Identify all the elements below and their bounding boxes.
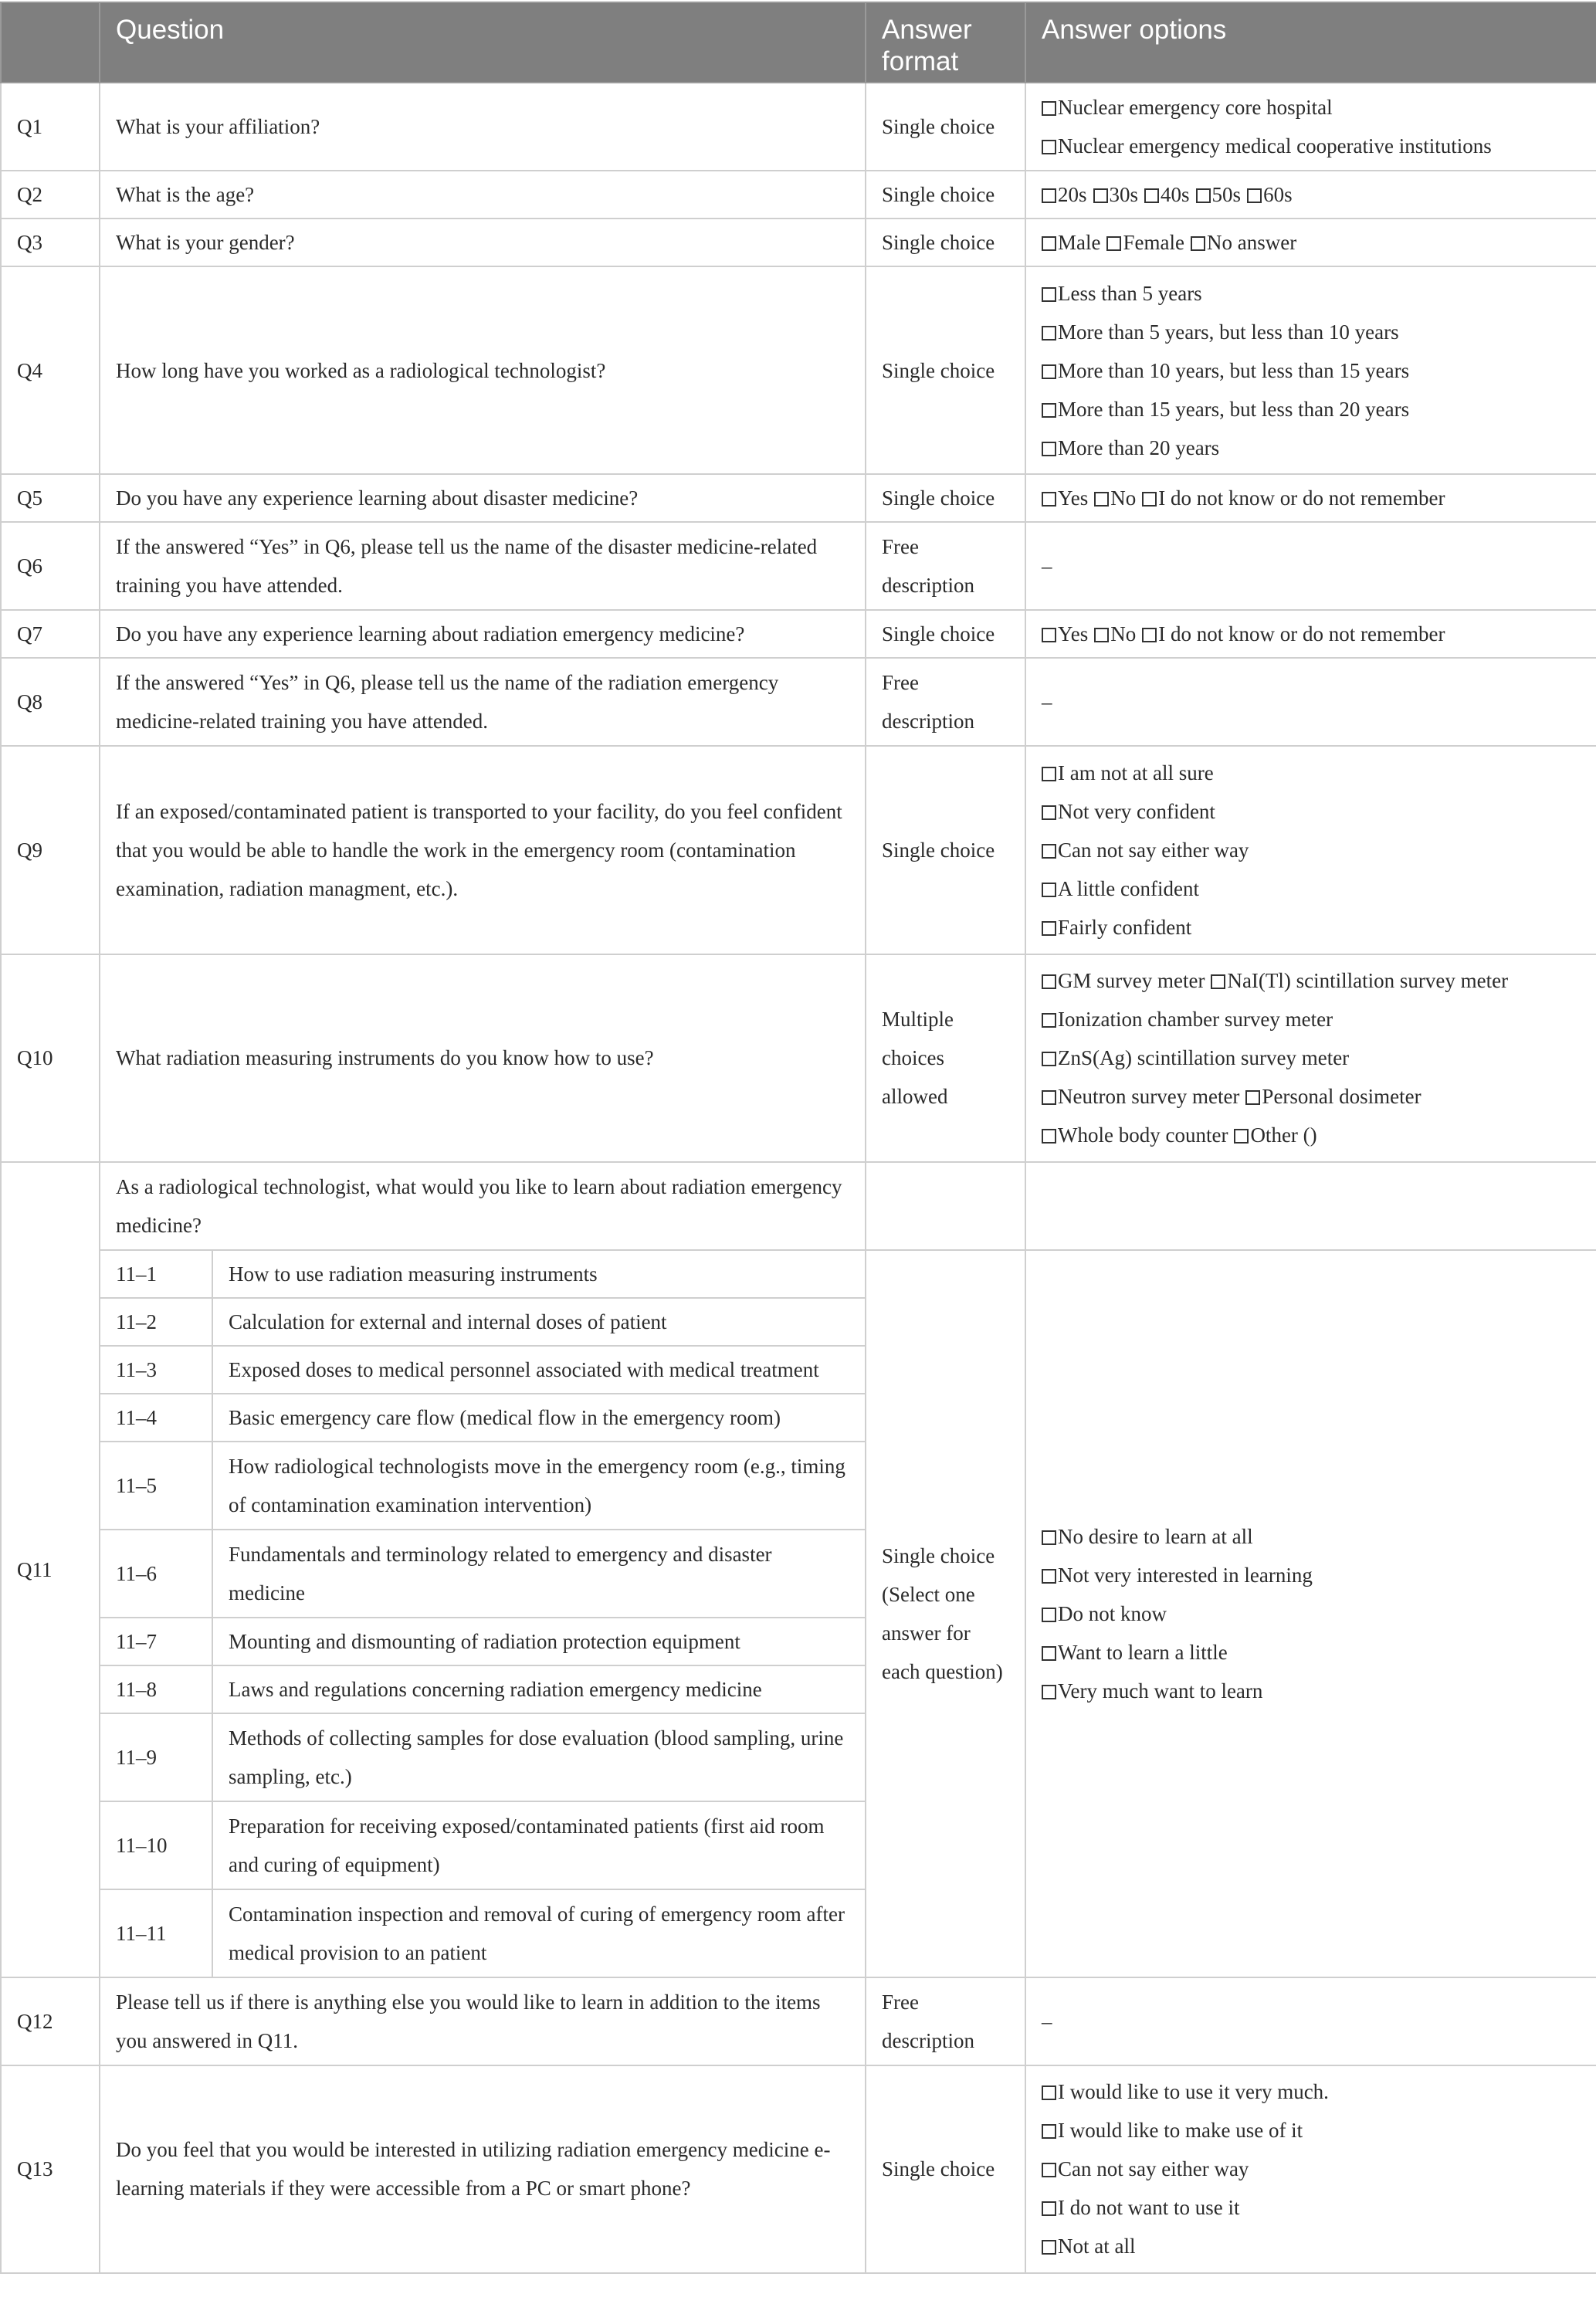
checkbox-icon[interactable] [1042,1569,1056,1584]
option-line [1042,2188,1581,2227]
option-label: Ionization chamber survey meter [1058,1008,1333,1032]
option-label: More than 20 years [1058,435,1220,459]
checkbox-icon[interactable] [1042,767,1056,781]
option-line [1042,1077,1581,1116]
checkbox-icon[interactable] [1094,628,1109,642]
sub-item-text: How to use radiation measuring instruments [212,1250,866,1298]
checkbox-icon[interactable] [1042,2085,1056,2100]
question-id: Q10 [1,954,100,1162]
checkbox-icon[interactable] [1042,2201,1056,2216]
checkbox-icon[interactable] [1094,492,1109,507]
option-line [1042,351,1581,390]
option-line [1042,390,1581,429]
option-line [1042,88,1581,127]
option-label: I do not know or do not remember [1158,622,1445,646]
checkbox-icon[interactable] [1042,364,1056,379]
option-label: I do not want to use it [1058,2196,1240,2220]
checkbox-icon[interactable] [1106,236,1121,251]
answer-format-empty [866,1162,1025,1250]
checkbox-icon[interactable] [1042,921,1056,936]
option-line [1042,869,1581,908]
question-id: Q12 [1,1977,100,2065]
checkbox-icon[interactable] [1042,1530,1056,1545]
table-row-q3 [1,219,1596,266]
option-line [1042,831,1581,869]
option-line [1042,615,1581,653]
table-row-q8 [1,658,1596,746]
option-line [1042,274,1581,313]
option-label: I am not at all sure [1058,761,1214,784]
table-header-row [1,2,1596,83]
sub-item-text: Exposed doses to medical personnel associated with medical treatment [212,1346,866,1394]
checkbox-icon[interactable] [1042,2124,1056,2139]
answer-format: Single choice [866,474,1025,522]
checkbox-icon[interactable] [1144,188,1159,203]
option-label: No desire to learn at all [1058,1524,1253,1548]
sub-item-text: How radiological technologists move in the emergency room (e.g., timing of contamination examination intervention) [212,1442,866,1530]
option-label: I would like to use it very much. [1058,2080,1329,2104]
option-label: Not very confident [1058,799,1215,823]
checkbox-icon[interactable] [1042,1685,1056,1699]
option-line [1042,1517,1581,1556]
option-label: Not very interested in learning [1058,1563,1313,1587]
questionnaire-table [0,2,1596,2274]
option-label: Whole body counter [1058,1123,1228,1147]
table-row-q1 [1,83,1596,171]
option-line [1042,1556,1581,1594]
option-line [1042,792,1581,831]
question-text: How long have you worked as a radiological technologist? [100,266,866,474]
answer-options-dash: – [1025,658,1596,746]
sub-item-number: 11–7 [100,1618,212,1665]
answer-options-cell [1025,610,1596,658]
option-line [1042,1594,1581,1633]
sub-item-number: 11–2 [100,1298,212,1346]
checkbox-icon[interactable] [1211,974,1225,989]
option-line [1042,2150,1581,2188]
checkbox-icon[interactable] [1042,442,1056,456]
checkbox-icon[interactable] [1042,1129,1056,1144]
sub-item-number: 11–9 [100,1713,212,1801]
checkbox-icon[interactable] [1093,188,1108,203]
option-line [1042,2227,1581,2265]
question-id: Q2 [1,171,100,219]
option-line [1042,313,1581,351]
sub-item-text: Mounting and dismounting of radiation protection equipment [212,1618,866,1665]
question-text: If the answered “Yes” in Q6, please tell us the name of the radiation emergency medicine-related training you have attended. [100,658,866,746]
option-label: Want to learn a little [1058,1640,1228,1664]
checkbox-icon[interactable] [1042,140,1056,154]
header-question: Question [100,2,866,83]
option-line [1042,1116,1581,1154]
answer-options-dash: – [1025,1977,1596,2065]
checkbox-icon[interactable] [1142,492,1157,507]
sub-item-number: 11–10 [100,1801,212,1889]
question-id: Q9 [1,746,100,954]
checkbox-icon[interactable] [1042,287,1056,302]
option-label: Female [1123,231,1184,255]
question-id: Q3 [1,219,100,266]
checkbox-icon[interactable] [1042,492,1056,507]
answer-format: Single choice [866,83,1025,171]
option-label: 30s [1109,182,1139,206]
table-row-q6 [1,522,1596,610]
question-text: Do you have any experience learning about disaster medicine? [100,474,866,522]
checkbox-icon[interactable] [1042,974,1056,989]
sub-item-number: 11–4 [100,1394,212,1442]
checkbox-icon[interactable] [1042,188,1056,203]
option-line [1042,479,1581,517]
answer-format: Single choice (Select one answer for each question) [866,1250,1025,1977]
header-id [1,2,100,83]
option-label: Other () [1250,1123,1317,1147]
checkbox-icon[interactable] [1042,2163,1056,2177]
option-label: More than 15 years, but less than 20 years [1058,397,1410,421]
answer-format: Single choice [866,610,1025,658]
answer-options-cell [1025,2065,1596,2273]
option-line [1042,127,1581,165]
sub-item-number: 11–6 [100,1530,212,1618]
sub-item-text: Contamination inspection and removal of curing of emergency room after medical provision to an patient [212,1889,866,1977]
answer-format: Single choice [866,266,1025,474]
sub-item-number: 11–8 [100,1665,212,1713]
option-label: Personal dosimeter [1262,1085,1421,1109]
table-row-q4 [1,266,1596,474]
answer-options-cell [1025,474,1596,522]
checkbox-icon[interactable] [1245,1090,1260,1105]
question-text: What is your affiliation? [100,83,866,171]
option-label: Not at all [1058,2235,1136,2258]
sub-item-number: 11–1 [100,1250,212,1298]
table-row-q7 [1,610,1596,658]
sub-item-text: Calculation for external and internal doses of patient [212,1298,866,1346]
table-body [1,83,1596,2273]
sub-item-text: Preparation for receiving exposed/contaminated patients (first aid room and curing of equipment) [212,1801,866,1889]
option-label: Yes [1058,486,1089,510]
option-label: 60s [1263,182,1293,206]
header-answer-options: Answer options [1025,2,1596,83]
answer-options-cell [1025,746,1596,954]
option-label: A little confident [1058,876,1199,900]
answer-options-cell [1025,954,1596,1162]
question-id: Q6 [1,522,100,610]
sub-item-text: Methods of collecting samples for dose evaluation (blood sampling, urine sampling, etc.) [212,1713,866,1801]
option-line [1042,1672,1581,1710]
option-label: Fairly confident [1058,915,1192,939]
option-label: No answer [1206,231,1297,255]
sub-item-number: 11–5 [100,1442,212,1530]
question-text: Do you have any experience learning about radiation emergency medicine? [100,610,866,658]
table-row-q12 [1,1977,1596,2065]
sub-item-text: Fundamentals and terminology related to emergency and disaster medicine [212,1530,866,1618]
checkbox-icon[interactable] [1042,1052,1056,1066]
checkbox-icon[interactable] [1234,1129,1249,1144]
option-label: More than 10 years, but less than 15 years [1058,358,1410,382]
option-line [1042,961,1581,1000]
option-line [1042,2111,1581,2150]
question-id: Q4 [1,266,100,474]
option-label: More than 5 years, but less than 10 years [1058,320,1399,344]
answer-format: Free description [866,1977,1025,2065]
checkbox-icon[interactable] [1042,326,1056,341]
option-label: Do not know [1058,1601,1167,1625]
option-label: No [1110,486,1137,510]
question-id: Q1 [1,83,100,171]
option-label: NaI(Tl) scintillation survey meter [1227,969,1509,993]
option-label: I would like to make use of it [1058,2119,1303,2143]
answer-options-cell [1025,1250,1596,1977]
question-id: Q7 [1,610,100,658]
checkbox-icon[interactable] [1191,236,1205,251]
table-row-q13 [1,2065,1596,2273]
question-text: What is the age? [100,171,866,219]
sub-item-text: Basic emergency care flow (medical flow in the emergency room) [212,1394,866,1442]
checkbox-icon[interactable] [1042,2240,1056,2255]
question-text: If the answered “Yes” in Q6, please tell us the name of the disaster medicine-related training you have attended. [100,522,866,610]
option-label: I do not know or do not remember [1158,486,1445,510]
option-label: Can not say either way [1058,2157,1249,2181]
answer-format: Single choice [866,219,1025,266]
option-label: Yes [1058,622,1089,646]
checkbox-icon[interactable] [1042,628,1056,642]
option-label: GM survey meter [1058,969,1205,993]
option-label: Very much want to learn [1058,1679,1263,1703]
option-line [1042,754,1581,792]
table-row-q5 [1,474,1596,522]
header-answer-format: Answer format [866,2,1025,83]
answer-options-dash: – [1025,522,1596,610]
checkbox-icon[interactable] [1042,1090,1056,1105]
option-line [1042,1038,1581,1077]
answer-format: Single choice [866,171,1025,219]
option-label: No [1110,622,1137,646]
table-row-q10 [1,954,1596,1162]
question-id: Q13 [1,2065,100,2273]
table-row-q2 [1,171,1596,219]
answer-format: Single choice [866,746,1025,954]
option-label: Nuclear emergency core hospital [1058,95,1333,119]
checkbox-icon[interactable] [1042,805,1056,820]
sub-item-text: Laws and regulations concerning radiation emergency medicine [212,1665,866,1713]
option-line [1042,429,1581,467]
answer-format: Free description [866,658,1025,746]
checkbox-icon[interactable] [1042,1646,1056,1661]
checkbox-icon[interactable] [1042,1013,1056,1028]
checkbox-icon[interactable] [1042,844,1056,859]
question-id: Q5 [1,474,100,522]
checkbox-icon[interactable] [1042,403,1056,418]
option-label: 40s [1161,182,1190,206]
option-label: Nuclear emergency medical cooperative institutions [1058,134,1492,158]
q11-sub-item-row [1,1250,1596,1298]
option-line [1042,223,1581,262]
table-row-q11 [1,1162,1596,1250]
question-id: Q8 [1,658,100,746]
option-line [1042,908,1581,947]
checkbox-icon[interactable] [1196,188,1211,203]
option-line [1042,175,1581,214]
answer-options-empty [1025,1162,1596,1250]
checkbox-icon[interactable] [1247,188,1262,203]
option-label: Less than 5 years [1058,281,1202,305]
option-line [1042,2072,1581,2111]
answer-format: Multiple choices allowed [866,954,1025,1162]
answer-options-cell [1025,83,1596,171]
checkbox-icon[interactable] [1142,628,1157,642]
checkbox-icon[interactable] [1042,1608,1056,1622]
option-label: ZnS(Ag) scintillation survey meter [1058,1046,1350,1070]
option-label: Can not say either way [1058,838,1249,862]
option-line [1042,1633,1581,1672]
answer-format: Free description [866,522,1025,610]
table-row-q9 [1,746,1596,954]
option-label: 50s [1211,182,1242,206]
question-text: As a radiological technologist, what would you like to learn about radiation emergency medicine? [100,1162,866,1250]
option-line [1042,1000,1581,1038]
sub-item-number: 11–3 [100,1346,212,1394]
answer-format: Single choice [866,2065,1025,2273]
answer-options-cell [1025,219,1596,266]
option-label: 20s [1058,182,1087,206]
question-text: Please tell us if there is anything else you would like to learn in addition to the items you answered in Q11. [100,1977,866,2065]
question-text: What radiation measuring instruments do you know how to use? [100,954,866,1162]
question-text: What is your gender? [100,219,866,266]
question-text: Do you feel that you would be interested in utilizing radiation emergency medicine e-learning materials if they were accessible from a PC or smart phone? [100,2065,866,2273]
option-label: Male [1058,231,1101,255]
option-label: Neutron survey meter [1058,1085,1240,1109]
checkbox-icon[interactable] [1042,101,1056,116]
checkbox-icon[interactable] [1042,236,1056,251]
sub-item-number: 11–11 [100,1889,212,1977]
answer-options-cell [1025,171,1596,219]
question-text: If an exposed/contaminated patient is transported to your facility, do you feel confident that you would be able to handle the work in the emergency room (contamination examination, radiation managment, etc.). [100,746,866,954]
checkbox-icon[interactable] [1042,883,1056,897]
answer-options-cell [1025,266,1596,474]
question-id: Q11 [1,1162,100,1977]
